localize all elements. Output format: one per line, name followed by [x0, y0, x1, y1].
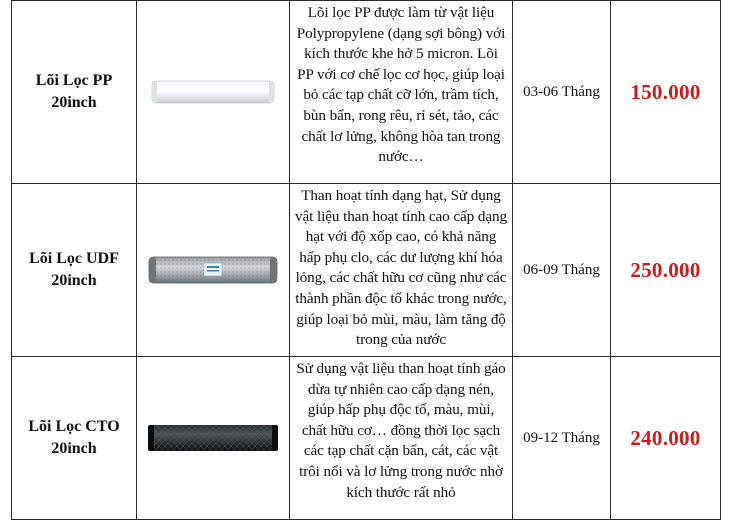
product-image-cell	[137, 1, 290, 184]
table-row	[12, 1, 721, 184]
product-image-cell	[137, 184, 290, 357]
filter-price-table	[11, 0, 721, 520]
product-name: Lõi Lọc PP	[35, 72, 113, 89]
product-name-cell	[12, 184, 137, 357]
product-name: Lõi Lọc CTO	[28, 418, 120, 435]
product-description: Than hoạt tính dạng hạt, Sử dụng vật liệu than hoạt tính cao cấp dạng hạt với độ xốp cao, có khả năng hấp phụ clo, các dư lượng khí hóa lỏng, các chất hữu cơ cũng như các thành phần độc tố khác trong nước, giúp loại bỏ mùi, màu, làm tăng độ trong của nước	[290, 184, 513, 357]
product-name-cell	[12, 1, 137, 184]
replacement-period: 09-12 Tháng	[513, 357, 611, 520]
table-row	[12, 357, 721, 520]
product-description: Lõi lọc PP được làm từ vật liệu Polypropylene (dạng sợi bông) với kích thước khe hở 5 micron. Lõi PP với cơ chế lọc cơ học, giúp loại bỏ các tạp chất cỡ lớn, trầm tích, bùn bẩn, rong rêu, rỉ sét, tảo, các chất lơ lửng, không hòa tan trong nước…	[290, 1, 513, 184]
product-name: Lõi Lọc UDF	[29, 250, 119, 267]
product-size: 20inch	[51, 94, 97, 111]
grey-udf-carbon-cartridge-icon	[148, 255, 278, 285]
black-cto-carbon-block-cartridge-icon	[147, 422, 279, 454]
replacement-period: 06-09 Tháng	[513, 184, 611, 357]
table-row	[12, 184, 721, 357]
product-price: 150.000	[611, 1, 721, 184]
replacement-period: 03-06 Tháng	[513, 1, 611, 184]
product-size: 20inch	[51, 272, 97, 289]
product-image-cell	[137, 357, 290, 520]
product-size: 20inch	[51, 440, 97, 457]
product-price: 240.000	[611, 357, 721, 520]
product-description: Sử dụng vật liệu than hoạt tính gáo dừa tự nhiên cao cấp dạng nén, giúp hấp phụ độc tố, màu, mùi, chất hữu cơ… đồng thời lọc sạch các tạp chất cặn bẩn, cát, các vật trôi nổi và lơ lửng trong nước nhờ kích thước rất nhỏ	[290, 357, 513, 520]
white-pp-filter-cartridge-icon	[151, 79, 275, 105]
product-price: 250.000	[611, 184, 721, 357]
product-name-cell	[12, 357, 137, 520]
